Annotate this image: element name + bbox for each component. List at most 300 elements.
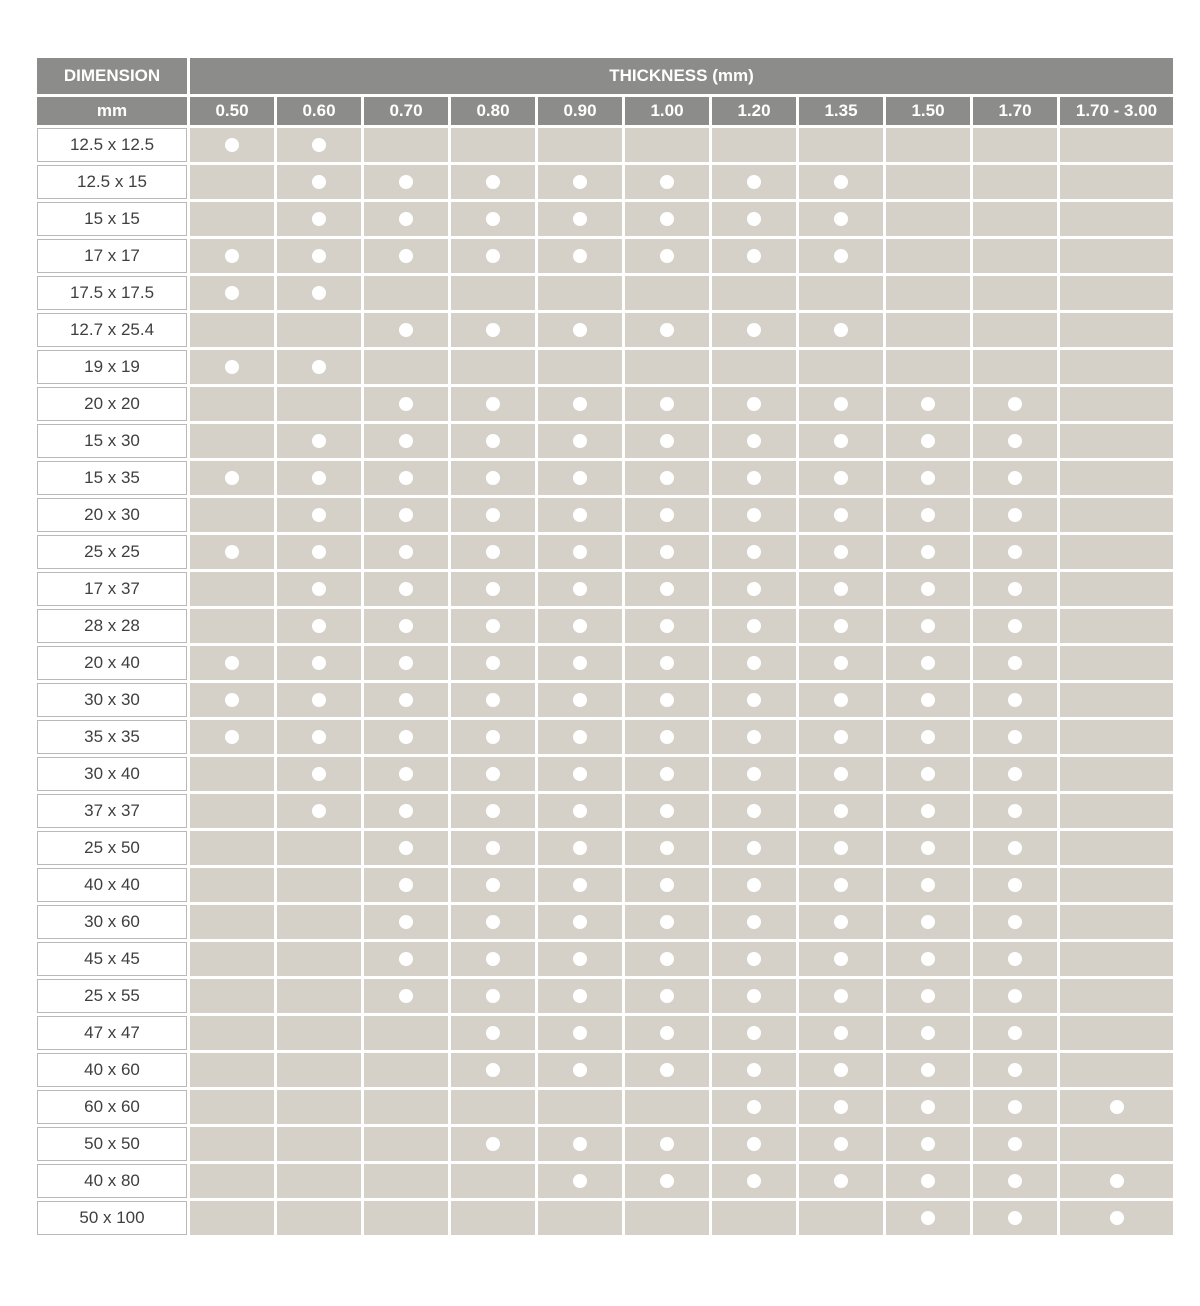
availability-cell-available: [277, 794, 361, 828]
availability-dot-icon: [573, 582, 587, 596]
availability-cell-available: [973, 387, 1057, 421]
table-row: [37, 1016, 1173, 1050]
availability-cell-available: [538, 831, 622, 865]
table-row: [37, 646, 1173, 680]
availability-dot-icon: [573, 989, 587, 1003]
availability-dot-icon: [486, 693, 500, 707]
availability-dot-icon: [1008, 545, 1022, 559]
availability-cell-empty: [973, 276, 1057, 310]
availability-dot-icon: [399, 915, 413, 929]
availability-dot-icon: [660, 619, 674, 633]
availability-dot-icon: [312, 138, 326, 152]
availability-cell-empty: [1060, 572, 1173, 606]
availability-cell-available: [451, 646, 535, 680]
availability-cell-available: [451, 683, 535, 717]
availability-dot-icon: [486, 175, 500, 189]
availability-dot-icon: [399, 249, 413, 263]
availability-cell-available: [451, 165, 535, 199]
table-row: [37, 350, 1173, 384]
availability-cell-empty: [1060, 276, 1173, 310]
availability-cell-available: [886, 609, 970, 643]
availability-cell-available: [538, 387, 622, 421]
dimension-label: 40 x 80: [37, 1164, 187, 1198]
availability-cell-available: [712, 979, 796, 1013]
availability-dot-icon: [573, 952, 587, 966]
availability-dot-icon: [573, 471, 587, 485]
availability-dot-icon: [834, 915, 848, 929]
availability-cell-available: [799, 424, 883, 458]
table-row: [37, 276, 1173, 310]
availability-cell-available: [625, 461, 709, 495]
dimension-label: 47 x 47: [37, 1016, 187, 1050]
dimension-label: 17 x 17: [37, 239, 187, 273]
dimension-label: 50 x 100: [37, 1201, 187, 1235]
table-row: [37, 720, 1173, 754]
availability-dot-icon: [834, 656, 848, 670]
availability-dot-icon: [921, 1063, 935, 1077]
availability-dot-icon: [747, 175, 761, 189]
availability-dot-icon: [834, 1174, 848, 1188]
availability-cell-available: [364, 757, 448, 791]
availability-dot-icon: [312, 212, 326, 226]
availability-dot-icon: [660, 434, 674, 448]
availability-cell-available: [625, 239, 709, 273]
availability-cell-empty: [1060, 683, 1173, 717]
availability-dot-icon: [921, 434, 935, 448]
availability-dot-icon: [1008, 1100, 1022, 1114]
availability-cell-available: [886, 683, 970, 717]
availability-cell-empty: [799, 128, 883, 162]
availability-cell-available: [799, 609, 883, 643]
table-row: [37, 165, 1173, 199]
availability-cell-empty: [277, 942, 361, 976]
availability-cell-available: [625, 942, 709, 976]
availability-cell-available: [712, 313, 796, 347]
availability-cell-available: [712, 905, 796, 939]
availability-dot-icon: [399, 545, 413, 559]
availability-cell-empty: [1060, 942, 1173, 976]
availability-cell-available: [712, 1016, 796, 1050]
availability-cell-empty: [190, 757, 274, 791]
availability-dot-icon: [834, 989, 848, 1003]
availability-cell-empty: [886, 313, 970, 347]
availability-dot-icon: [225, 730, 239, 744]
availability-dot-icon: [834, 1100, 848, 1114]
dimension-label: 20 x 30: [37, 498, 187, 532]
availability-cell-available: [973, 1164, 1057, 1198]
availability-cell-available: [625, 1127, 709, 1161]
availability-dot-icon: [312, 286, 326, 300]
availability-cell-available: [364, 831, 448, 865]
availability-cell-available: [973, 1053, 1057, 1087]
availability-dot-icon: [1110, 1211, 1124, 1225]
availability-cell-available: [886, 868, 970, 902]
availability-dot-icon: [312, 545, 326, 559]
availability-cell-empty: [712, 276, 796, 310]
availability-cell-available: [190, 239, 274, 273]
availability-dot-icon: [747, 1100, 761, 1114]
availability-dot-icon: [486, 471, 500, 485]
availability-dot-icon: [921, 1100, 935, 1114]
availability-cell-empty: [538, 350, 622, 384]
availability-dot-icon: [747, 1174, 761, 1188]
availability-dot-icon: [921, 656, 935, 670]
availability-dot-icon: [1110, 1100, 1124, 1114]
availability-cell-available: [973, 831, 1057, 865]
availability-dot-icon: [1008, 693, 1022, 707]
availability-dot-icon: [399, 397, 413, 411]
availability-dot-icon: [747, 323, 761, 337]
availability-cell-empty: [190, 572, 274, 606]
availability-cell-available: [973, 1201, 1057, 1235]
availability-cell-available: [190, 535, 274, 569]
availability-cell-available: [364, 683, 448, 717]
availability-dot-icon: [834, 878, 848, 892]
table-row: [37, 1201, 1173, 1235]
availability-cell-available: [451, 905, 535, 939]
availability-dot-icon: [486, 582, 500, 596]
availability-cell-available: [190, 461, 274, 495]
availability-cell-empty: [190, 313, 274, 347]
availability-cell-available: [799, 498, 883, 532]
availability-cell-available: [538, 535, 622, 569]
availability-cell-available: [973, 683, 1057, 717]
availability-cell-empty: [1060, 1016, 1173, 1050]
availability-dot-icon: [1008, 508, 1022, 522]
availability-cell-available: [538, 757, 622, 791]
availability-dot-icon: [747, 1026, 761, 1040]
availability-dot-icon: [747, 878, 761, 892]
availability-dot-icon: [225, 545, 239, 559]
availability-dot-icon: [399, 952, 413, 966]
availability-cell-available: [799, 165, 883, 199]
availability-dot-icon: [399, 508, 413, 522]
dimension-label: 17.5 x 17.5: [37, 276, 187, 310]
dimension-label: 37 x 37: [37, 794, 187, 828]
availability-dot-icon: [834, 693, 848, 707]
availability-cell-empty: [1060, 350, 1173, 384]
table-row: [37, 868, 1173, 902]
availability-cell-empty: [1060, 128, 1173, 162]
availability-dot-icon: [573, 730, 587, 744]
dimension-label: 28 x 28: [37, 609, 187, 643]
availability-cell-empty: [451, 128, 535, 162]
availability-cell-available: [451, 387, 535, 421]
availability-dot-icon: [1008, 1026, 1022, 1040]
availability-dot-icon: [747, 656, 761, 670]
availability-cell-available: [364, 424, 448, 458]
table-row: [37, 1127, 1173, 1161]
dimension-label: 40 x 60: [37, 1053, 187, 1087]
availability-cell-available: [973, 424, 1057, 458]
availability-cell-empty: [1060, 979, 1173, 1013]
availability-cell-empty: [538, 1201, 622, 1235]
availability-dot-icon: [573, 508, 587, 522]
availability-cell-empty: [799, 350, 883, 384]
availability-dot-icon: [1008, 619, 1022, 633]
availability-cell-empty: [625, 276, 709, 310]
availability-dot-icon: [399, 323, 413, 337]
availability-cell-empty: [190, 387, 274, 421]
availability-dot-icon: [660, 767, 674, 781]
table-row: [37, 572, 1173, 606]
availability-cell-available: [712, 424, 796, 458]
availability-dot-icon: [1008, 1063, 1022, 1077]
availability-dot-icon: [660, 1063, 674, 1077]
availability-cell-available: [799, 535, 883, 569]
table-body: [37, 128, 1173, 1235]
availability-cell-available: [973, 905, 1057, 939]
availability-dot-icon: [660, 175, 674, 189]
availability-cell-empty: [625, 1090, 709, 1124]
availability-cell-available: [364, 535, 448, 569]
table-row: [37, 979, 1173, 1013]
availability-cell-available: [451, 868, 535, 902]
availability-dot-icon: [399, 471, 413, 485]
availability-cell-available: [364, 461, 448, 495]
availability-dot-icon: [573, 175, 587, 189]
availability-dot-icon: [660, 397, 674, 411]
availability-cell-empty: [190, 202, 274, 236]
table-row: [37, 387, 1173, 421]
availability-dot-icon: [1008, 1211, 1022, 1225]
availability-dot-icon: [225, 249, 239, 263]
availability-cell-available: [364, 202, 448, 236]
thickness-column-header: 1.35: [799, 97, 883, 125]
availability-dot-icon: [1008, 804, 1022, 818]
availability-cell-available: [190, 646, 274, 680]
availability-cell-empty: [190, 1090, 274, 1124]
availability-cell-available: [712, 461, 796, 495]
availability-dot-icon: [660, 1137, 674, 1151]
availability-dot-icon: [399, 841, 413, 855]
availability-cell-available: [712, 831, 796, 865]
availability-cell-available: [625, 609, 709, 643]
availability-dot-icon: [486, 397, 500, 411]
availability-cell-empty: [277, 1053, 361, 1087]
availability-cell-available: [799, 868, 883, 902]
availability-cell-available: [364, 720, 448, 754]
availability-cell-available: [799, 1127, 883, 1161]
dimension-label: 15 x 35: [37, 461, 187, 495]
availability-cell-empty: [973, 128, 1057, 162]
dimension-label: 25 x 55: [37, 979, 187, 1013]
availability-cell-available: [1060, 1201, 1173, 1235]
availability-dot-icon: [312, 434, 326, 448]
availability-dot-icon: [312, 582, 326, 596]
table-row: [37, 461, 1173, 495]
availability-dot-icon: [660, 952, 674, 966]
dimension-label: 12.5 x 15: [37, 165, 187, 199]
availability-dot-icon: [747, 841, 761, 855]
availability-dot-icon: [921, 878, 935, 892]
table-row: [37, 1090, 1173, 1124]
availability-cell-available: [799, 461, 883, 495]
availability-dot-icon: [834, 397, 848, 411]
availability-cell-available: [799, 942, 883, 976]
availability-cell-available: [973, 572, 1057, 606]
availability-dot-icon: [660, 1026, 674, 1040]
availability-dot-icon: [486, 1026, 500, 1040]
availability-dot-icon: [834, 767, 848, 781]
availability-dot-icon: [747, 397, 761, 411]
availability-cell-available: [538, 165, 622, 199]
availability-dot-icon: [399, 656, 413, 670]
availability-dot-icon: [660, 545, 674, 559]
thickness-column-header: 1.50: [886, 97, 970, 125]
dimension-label: 19 x 19: [37, 350, 187, 384]
dimension-label: 25 x 25: [37, 535, 187, 569]
availability-cell-empty: [190, 942, 274, 976]
thickness-column-header: 0.60: [277, 97, 361, 125]
availability-dot-icon: [747, 1063, 761, 1077]
availability-cell-available: [625, 1016, 709, 1050]
availability-cell-available: [712, 720, 796, 754]
availability-cell-available: [712, 868, 796, 902]
availability-dot-icon: [312, 619, 326, 633]
availability-dot-icon: [747, 508, 761, 522]
availability-dot-icon: [573, 1063, 587, 1077]
availability-dot-icon: [573, 878, 587, 892]
availability-cell-available: [364, 794, 448, 828]
availability-dot-icon: [486, 508, 500, 522]
availability-cell-available: [712, 942, 796, 976]
availability-dot-icon: [312, 804, 326, 818]
availability-cell-empty: [1060, 461, 1173, 495]
availability-dot-icon: [834, 1026, 848, 1040]
availability-cell-empty: [886, 350, 970, 384]
availability-cell-available: [451, 831, 535, 865]
availability-cell-empty: [1060, 239, 1173, 273]
table-row: [37, 1053, 1173, 1087]
availability-dot-icon: [486, 878, 500, 892]
availability-dot-icon: [399, 804, 413, 818]
availability-cell-empty: [364, 1053, 448, 1087]
availability-cell-empty: [190, 794, 274, 828]
availability-cell-empty: [1060, 1053, 1173, 1087]
availability-cell-empty: [364, 1127, 448, 1161]
availability-cell-empty: [190, 609, 274, 643]
availability-cell-available: [799, 1016, 883, 1050]
availability-cell-available: [538, 683, 622, 717]
availability-dot-icon: [1008, 841, 1022, 855]
availability-cell-available: [625, 202, 709, 236]
availability-cell-empty: [1060, 387, 1173, 421]
dimension-label: 25 x 50: [37, 831, 187, 865]
availability-dot-icon: [1110, 1174, 1124, 1188]
availability-cell-empty: [712, 128, 796, 162]
availability-cell-available: [364, 572, 448, 606]
availability-dot-icon: [399, 212, 413, 226]
availability-cell-available: [712, 757, 796, 791]
availability-dot-icon: [225, 471, 239, 485]
table-row: [37, 313, 1173, 347]
availability-cell-available: [538, 461, 622, 495]
availability-dot-icon: [1008, 1174, 1022, 1188]
availability-cell-available: [277, 646, 361, 680]
table-row: [37, 757, 1173, 791]
availability-dot-icon: [747, 767, 761, 781]
availability-cell-available: [364, 387, 448, 421]
thickness-column-header: 0.50: [190, 97, 274, 125]
availability-cell-available: [712, 646, 796, 680]
availability-cell-available: [712, 202, 796, 236]
availability-cell-available: [625, 757, 709, 791]
availability-cell-empty: [277, 831, 361, 865]
availability-cell-empty: [364, 276, 448, 310]
availability-cell-available: [625, 1164, 709, 1198]
availability-dot-icon: [921, 582, 935, 596]
availability-dot-icon: [486, 730, 500, 744]
availability-cell-available: [625, 979, 709, 1013]
availability-cell-available: [277, 350, 361, 384]
availability-cell-empty: [886, 128, 970, 162]
thickness-column-header: 0.80: [451, 97, 535, 125]
availability-cell-empty: [190, 868, 274, 902]
availability-cell-available: [886, 646, 970, 680]
availability-dot-icon: [573, 619, 587, 633]
availability-cell-available: [1060, 1090, 1173, 1124]
availability-cell-empty: [1060, 831, 1173, 865]
availability-dot-icon: [399, 878, 413, 892]
availability-dot-icon: [747, 212, 761, 226]
availability-cell-empty: [1060, 794, 1173, 828]
availability-dot-icon: [921, 952, 935, 966]
availability-cell-empty: [1060, 757, 1173, 791]
thickness-column-header: 0.70: [364, 97, 448, 125]
dimension-label: 40 x 40: [37, 868, 187, 902]
availability-cell-available: [973, 757, 1057, 791]
availability-dot-icon: [921, 989, 935, 1003]
availability-dot-icon: [573, 915, 587, 929]
availability-cell-available: [538, 905, 622, 939]
availability-dot-icon: [486, 619, 500, 633]
availability-cell-empty: [712, 350, 796, 384]
availability-cell-empty: [625, 128, 709, 162]
availability-cell-empty: [973, 313, 1057, 347]
availability-cell-available: [190, 128, 274, 162]
availability-cell-available: [364, 498, 448, 532]
availability-cell-available: [364, 239, 448, 273]
availability-cell-available: [1060, 1164, 1173, 1198]
availability-dot-icon: [573, 767, 587, 781]
availability-dot-icon: [486, 804, 500, 818]
availability-cell-available: [538, 1127, 622, 1161]
availability-dot-icon: [921, 508, 935, 522]
thickness-column-header: 1.20: [712, 97, 796, 125]
availability-dot-icon: [399, 175, 413, 189]
availability-cell-available: [625, 424, 709, 458]
table-row: [37, 202, 1173, 236]
availability-cell-available: [538, 1164, 622, 1198]
availability-dot-icon: [486, 212, 500, 226]
availability-cell-available: [451, 1053, 535, 1087]
availability-dot-icon: [747, 434, 761, 448]
availability-dot-icon: [1008, 656, 1022, 670]
availability-cell-empty: [1060, 868, 1173, 902]
availability-cell-available: [451, 535, 535, 569]
availability-cell-available: [886, 794, 970, 828]
availability-cell-available: [712, 535, 796, 569]
availability-cell-empty: [364, 128, 448, 162]
availability-cell-available: [625, 572, 709, 606]
availability-dot-icon: [921, 397, 935, 411]
availability-dot-icon: [660, 582, 674, 596]
availability-cell-available: [886, 424, 970, 458]
header-row-columns: [37, 97, 1173, 125]
availability-cell-available: [712, 609, 796, 643]
availability-dot-icon: [1008, 397, 1022, 411]
